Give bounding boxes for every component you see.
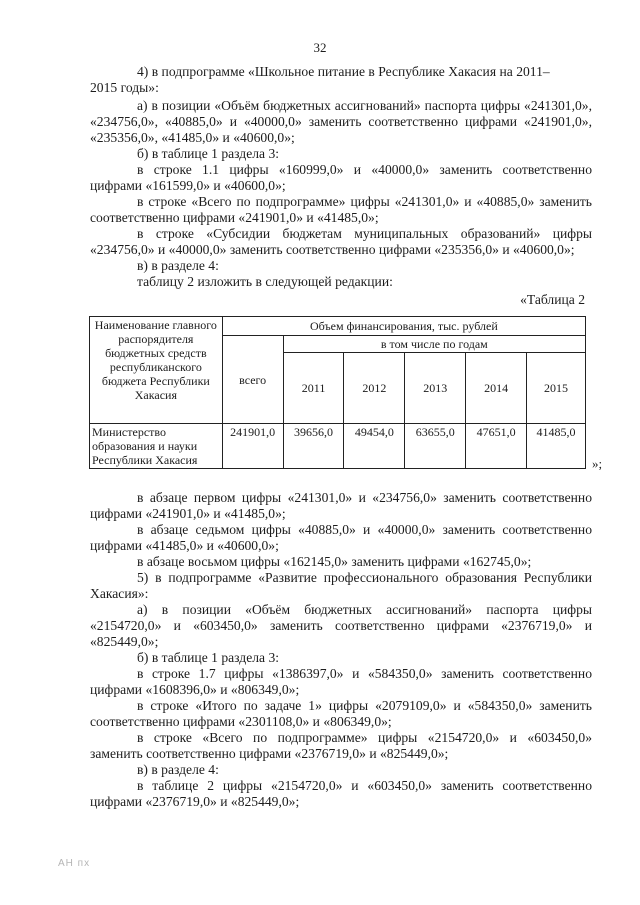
year-header: 2015: [527, 353, 586, 424]
text-line: Хакасия»:: [90, 586, 149, 601]
table-row: [90, 424, 586, 469]
text-line: таблицу 2 изложить в следующей редакции:: [137, 274, 393, 289]
text-line: 4) в подпрограмме «Школьное питание в Республике Хакасия на 2011–: [137, 64, 550, 79]
text-line: в таблице 2 цифры «2154720,0» и «603450,0» заменить соответственно: [137, 778, 592, 793]
text-line: в) в разделе 4:: [137, 762, 219, 777]
row-value: 47651,0: [466, 424, 527, 469]
text-line: в строке «Всего по подпрограмме» цифры «2154720,0» и «603450,0»: [137, 730, 592, 745]
text-line: соответственно цифрами «241901,0» и «41485,0»;: [90, 210, 379, 225]
column-header-by-years: в том числе по годам: [283, 336, 585, 353]
year-header: 2012: [344, 353, 405, 424]
row-total: 241901,0: [222, 424, 283, 469]
text-line: в абзаце первом цифры «241301,0» и «234756,0» заменить соответственно: [137, 490, 592, 505]
text-line: цифрами «2376719,0» и «825449,0»;: [90, 794, 300, 809]
page-number: 32: [313, 40, 327, 55]
text-line: в абзаце седьмом цифры «40885,0» и «40000,0» заменить соответственно: [137, 522, 592, 537]
year-header: 2013: [405, 353, 466, 424]
table-closing-quote: »;: [592, 456, 603, 471]
column-header-funding: Объем финансирования, тыс. рублей: [222, 317, 585, 336]
row-value: 41485,0: [527, 424, 586, 469]
year-header: 2011: [283, 353, 344, 424]
text-line: б) в таблице 1 раздела 3:: [137, 146, 280, 161]
text-line: 2015 годы»:: [90, 80, 159, 95]
text-line: цифрами «241901,0» и «41485,0»;: [90, 506, 286, 521]
text-line: цифрами «161599,0» и «40600,0»;: [90, 178, 286, 193]
text-line: «825449,0»;: [90, 634, 159, 649]
text-line: цифрами «41485,0» и «40600,0»;: [90, 538, 279, 553]
table-caption: «Таблица 2: [520, 292, 585, 307]
text-line: в строке 1.1 цифры «160999,0» и «40000,0» заменить соответственно: [137, 162, 592, 177]
year-header: 2014: [466, 353, 527, 424]
text-line: «234756,0», «40885,0» и «40000,0» заменить соответственно цифрами «241901,0»,: [90, 114, 592, 129]
row-manager-name: Министерство образования и науки Республики Хакасия: [90, 424, 223, 469]
financing-table: [89, 316, 586, 469]
text-line: в строке «Итого по задаче 1» цифры «2079109,0» и «584350,0» заменить: [137, 698, 592, 713]
column-header-manager: Наименование главного распорядителя бюджетных средств республиканского бюджета Республики Хакасия: [90, 317, 223, 424]
text-line: в) в разделе 4:: [137, 258, 219, 273]
text-line: цифрами «1608396,0» и «806349,0»;: [90, 682, 300, 697]
row-value: 49454,0: [344, 424, 405, 469]
text-line: «2154720,0» и «603450,0» заменить соответственно цифрами «2376719,0» и: [90, 618, 592, 633]
text-line: «234756,0» и «40000,0» заменить соответственно цифрами «235356,0» и «40600,0»;: [90, 242, 575, 257]
footer-mark: АН пх: [58, 858, 91, 869]
text-line: 5) в подпрограмме «Развитие профессионального образования Республики: [137, 570, 592, 585]
text-line: заменить соответственно цифрами «2376719,0» и «825449,0»;: [90, 746, 449, 761]
column-header-total: всего: [222, 336, 283, 424]
row-value: 39656,0: [283, 424, 344, 469]
text-line: в строке «Субсидии бюджетам муниципальных образований» цифры: [137, 226, 592, 241]
text-line: б) в таблице 1 раздела 3:: [137, 650, 280, 665]
text-line: в абзаце восьмом цифры «162145,0» заменить цифрами «162745,0»;: [137, 554, 532, 569]
text-line: соответственно цифрами «2301108,0» и «806349,0»;: [90, 714, 392, 729]
text-line: в строке 1.7 цифры «1386397,0» и «584350,0» заменить соответственно: [137, 666, 592, 681]
text-line: «235356,0», «41485,0» и «40600,0»;: [90, 130, 295, 145]
row-value: 63655,0: [405, 424, 466, 469]
text-line: а) в позиции «Объём бюджетных ассигнований» паспорта цифры «241301,0»,: [137, 98, 592, 113]
text-line: в строке «Всего по подпрограмме» цифры «241301,0» и «40885,0» заменить: [137, 194, 592, 209]
text-line: а) в позиции «Объём бюджетных ассигнований» паспорта цифры: [137, 602, 592, 617]
